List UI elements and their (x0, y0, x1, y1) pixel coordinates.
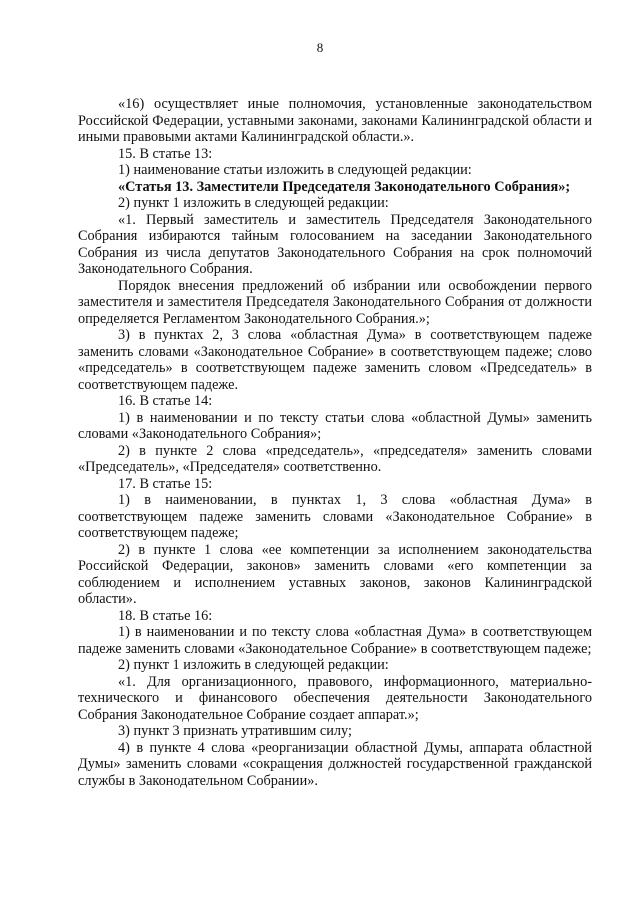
paragraph: 18. В статье 16: (118, 607, 213, 624)
paragraph: 3) в пунктах 2, 3 слова «областная Дума» в соответствующем падеже заменить словами «Законодательное Собрание» в соответствующем падеже; слово «председатель» в соответствующем падеже заменить словом «Председатель» в соответствующем падеже. (78, 327, 592, 393)
paragraph: 3) пункт 3 признать утратившим силу; (118, 723, 352, 739)
paragraph: 1) наименование статьи изложить в следующей редакции: (118, 162, 472, 178)
paragraph: 1) в наименовании и по тексту статьи слова «областной Думы» заменить словами «Законодательного Собрания»; (78, 409, 592, 442)
paragraph: 16. В статье 14: (118, 393, 213, 409)
paragraph: 17. В статье 15: (118, 475, 213, 492)
paragraph: «1. Для организационного, правового, информационного, материально-технического и финансового обеспечения деятельности Законодательного Собрания Законодательное Собрание создает аппарат.»; (78, 673, 592, 723)
paragraph: «16) осуществляет иные полномочия, установленные законодательством Российской Федерации, уставными законами, законами Калининградской области и иными правовыми актами Калининградской области.». (78, 96, 592, 145)
paragraph: «1. Первый заместитель и заместитель Председателя Законодательного Собрания избираются тайным голосованием на заседании Законодательного Собрания из числа депутатов Законодательного Собрания на срок полномочий Законодательного Собрания. (78, 211, 592, 277)
page-number: 8 (316, 40, 324, 55)
paragraph: 15. В статье 13: (118, 145, 213, 162)
paragraph: Порядок внесения предложений об избрании или освобождении первого заместителя и заместителя Председателя Законодательного Собрания от должности определяется Регламентом Законодательного Собрания.»; (78, 277, 592, 327)
paragraph: 2) в пункте 2 слова «председатель», «председателя» заменить словами «Председатель», «Председателя» соответственно. (78, 442, 592, 475)
paragraph: 2) пункт 1 изложить в следующей редакции: (118, 657, 389, 673)
document-body (78, 96, 592, 789)
paragraph: 1) в наименовании и по тексту слова «областная Дума» в соответствующем падеже заменить словами «Законодательное Собрание» в соответствующем падеже; (78, 624, 592, 657)
paragraph: 1) в наименовании, в пунктах 1, 3 слова «областная Дума» в соответствующем падеже заменить словами «Законодательное Собрание» в соответствующем падеже; (78, 492, 592, 541)
paragraph: «Статья 13. Заместители Председателя Законодательного Собрания»; (118, 178, 571, 195)
paragraph: 4) в пункте 4 слова «реорганизации областной Думы, аппарата областной Думы» заменить словами «сокращения должностей государственной гражданской службы в Законодательном Собрании». (78, 739, 592, 789)
paragraph: 2) пункт 1 изложить в следующей редакции: (118, 195, 389, 211)
paragraph: 2) в пункте 1 слова «ее компетенции за исполнением законодательства Российской Федерации, законов» заменить словами «его компетенции за соблюдением и исполнением уставных законов, законов Калининградской области». (78, 541, 592, 607)
